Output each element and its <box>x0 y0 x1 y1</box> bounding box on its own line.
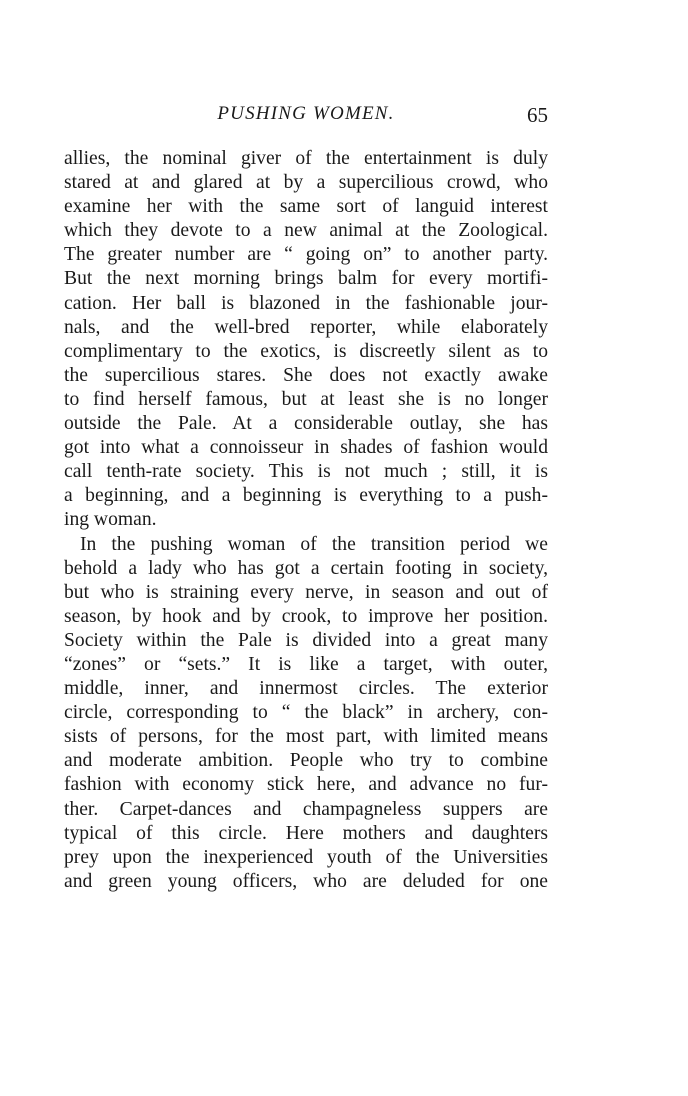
text-line: circle, corresponding to “ the black” in archery, con- <box>64 702 548 724</box>
text-line: and green young officers, who are deluded for one <box>64 870 548 892</box>
text-line: nals, and the well-bred reporter, while elaborately <box>64 316 548 338</box>
running-title: PUSHING WOMEN. <box>217 103 395 124</box>
text-line: behold a lady who has got a certain footing in society, <box>64 557 548 579</box>
text-line: ing woman. <box>64 509 157 531</box>
text-line: But the next morning brings balm for every mortifi- <box>64 268 548 290</box>
text-line: the supercilious stares. She does not exactly awake <box>64 364 548 386</box>
text-line: typical of this circle. Here mothers and daughters <box>64 822 548 844</box>
text-line: but who is straining every nerve, in season and out of <box>64 581 548 603</box>
text-line: examine her with the same sort of languid interest <box>64 196 548 218</box>
text-line: stared at and glared at by a supercilious crowd, who <box>64 172 548 194</box>
text-line: got into what a connoisseur in shades of fashion would <box>64 437 548 459</box>
text-line: Society within the Pale is divided into a great many <box>64 629 548 651</box>
text-line: call tenth-rate society. This is not much ; still, it is <box>64 461 548 483</box>
text-line: fashion with economy stick here, and advance no fur- <box>64 774 548 796</box>
page-number: 65 <box>527 103 548 127</box>
text-line: The greater number are “ going on” to another party. <box>64 244 548 266</box>
text-line: season, by hook and by crook, to improve her position. <box>64 605 548 627</box>
text-line: sists of persons, for the most part, with limited means <box>64 726 548 748</box>
text-line: allies, the nominal giver of the entertainment is duly <box>64 148 548 169</box>
text-line: middle, inner, and innermost circles. The exterior <box>64 678 548 700</box>
text-line: and moderate ambition. People who try to combine <box>64 750 548 772</box>
text-line: which they devote to a new animal at the Zoological. <box>64 220 548 242</box>
running-head <box>64 103 548 131</box>
text-line: a beginning, and a beginning is everything to a push- <box>64 485 548 507</box>
text-line: In the pushing woman of the transition period we <box>80 533 548 555</box>
text-line: outside the Pale. At a considerable outlay, she has <box>64 413 548 435</box>
text-line: to find herself famous, but at least she is no longer <box>64 388 548 410</box>
text-line: complimentary to the exotics, is discreetly silent as to <box>64 340 548 362</box>
text-line: cation. Her ball is blazoned in the fashionable jour- <box>64 292 548 314</box>
text-line: ther. Carpet-dances and champagneless suppers are <box>64 798 548 820</box>
text-line: prey upon the inexperienced youth of the Universities <box>64 846 548 868</box>
text-line: “zones” or “sets.” It is like a target, with outer, <box>64 653 548 675</box>
body-text <box>64 147 548 894</box>
